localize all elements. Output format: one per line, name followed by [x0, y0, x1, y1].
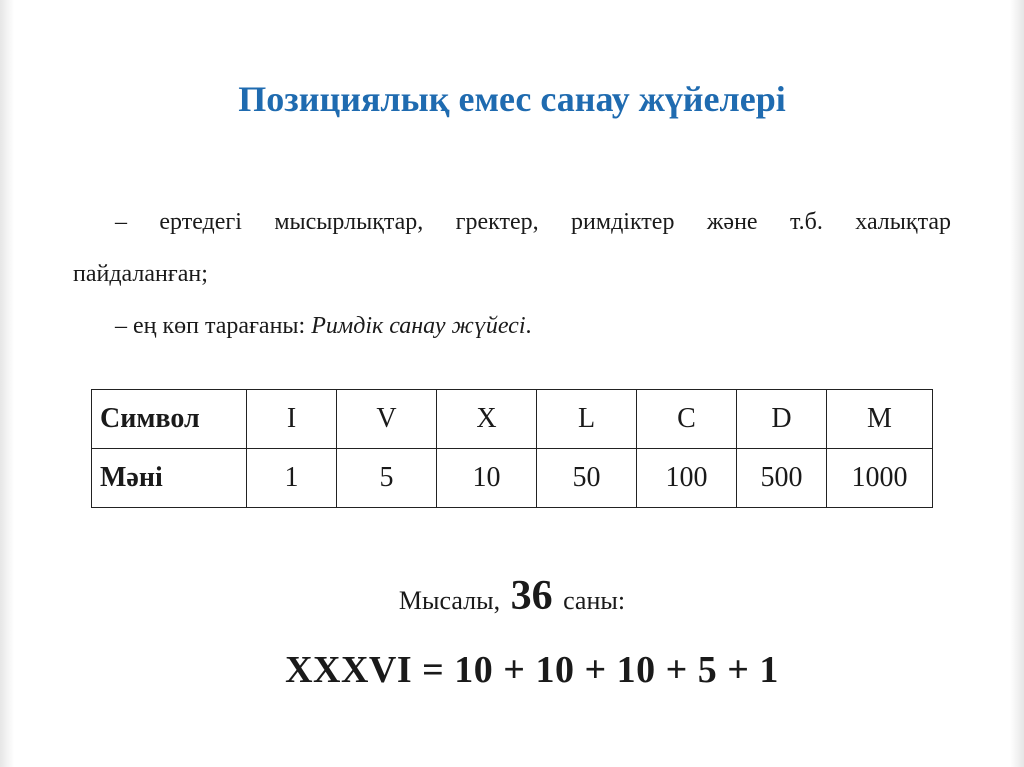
example-prefix: Мысалы,: [398, 586, 507, 615]
table-cell: 500: [737, 449, 827, 508]
table-cell: M: [827, 390, 933, 449]
roman-formula: XXXVI = 10 + 10 + 10 + 5 + 1: [285, 649, 779, 691]
table-cell: 10: [437, 449, 537, 508]
table-cell: 50: [537, 449, 637, 508]
table-cell: I: [247, 390, 337, 449]
slide-title: Позициялық емес санау жүйелері: [238, 79, 786, 119]
table-row-symbols: [92, 390, 933, 449]
bullet-item-2-suffix: .: [525, 313, 532, 339]
bullet-item-2: [73, 300, 951, 352]
table-cell: 1: [247, 449, 337, 508]
table-cell: D: [737, 390, 827, 449]
table-row-values: [92, 449, 933, 508]
bullet-item-1: – ертедегі мысырлықтар, гректер, римдіктер және т.б. халықтар пайдаланған;: [73, 209, 951, 287]
table-cell: 100: [637, 449, 737, 508]
example-suffix: саны:: [556, 586, 626, 615]
table-cell: C: [637, 390, 737, 449]
bullet-list: [73, 196, 951, 352]
table-cell: X: [437, 390, 537, 449]
example-line: [0, 572, 1024, 620]
row-header-symbol: Символ: [92, 390, 247, 449]
bullet-item-2-prefix: – ең көп тарағаны:: [115, 313, 312, 339]
bullet-item-2-emphasis: Римдік санау жүйесі: [311, 313, 526, 339]
table-cell: L: [537, 390, 637, 449]
table-cell: V: [337, 390, 437, 449]
example-number: 36: [510, 573, 553, 619]
table-cell: 1000: [827, 449, 933, 508]
roman-numerals-table: [91, 389, 933, 508]
row-header-value: Мәні: [92, 449, 247, 508]
table-cell: 5: [337, 449, 437, 508]
